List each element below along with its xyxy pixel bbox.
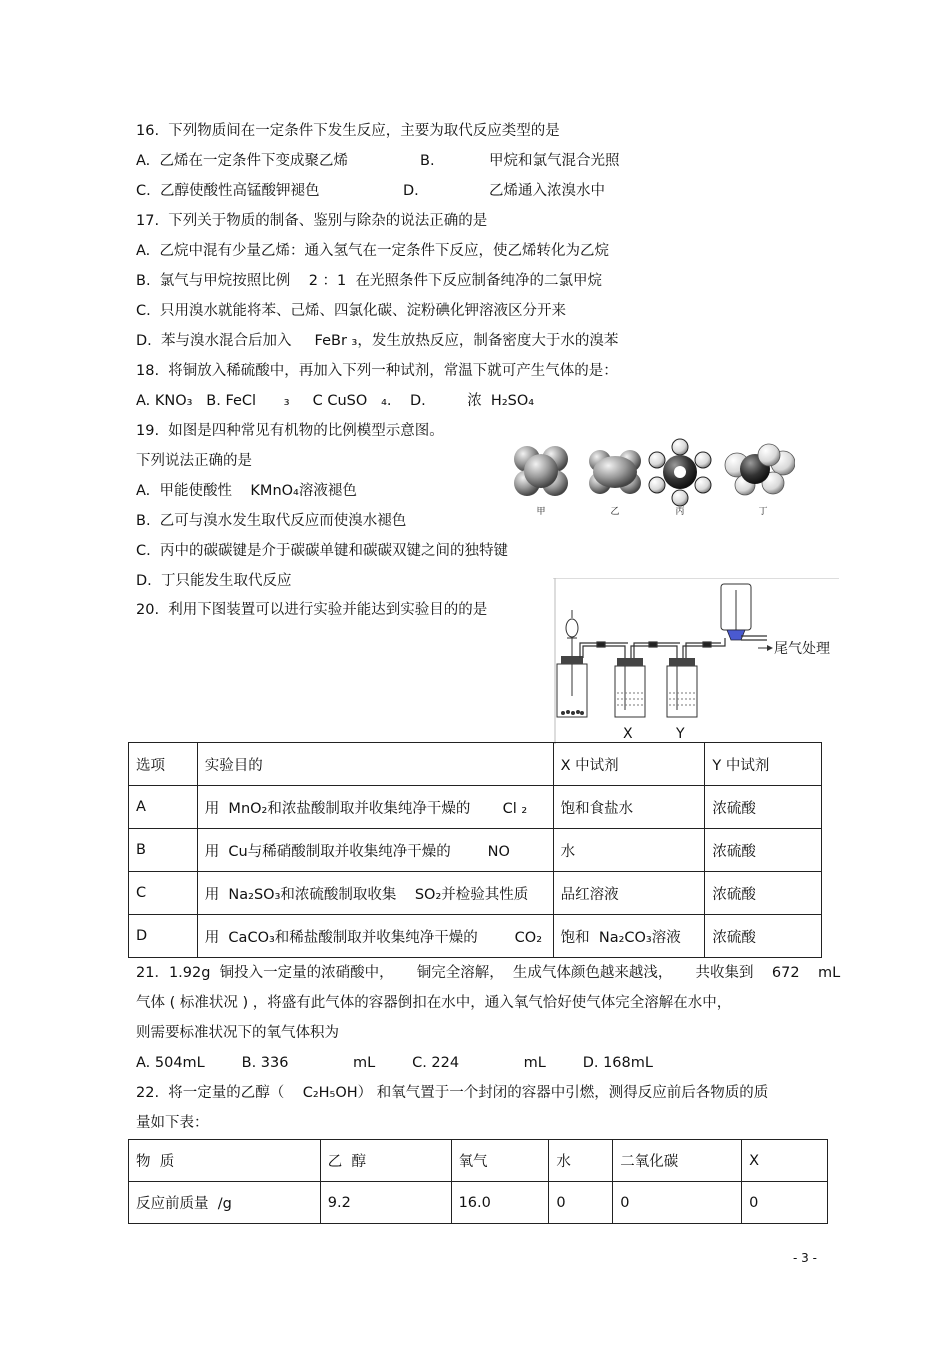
table-cell: 0: [742, 1182, 828, 1224]
q22-line1: 22. 将一定量的乙醇（ C₂H₅OH） 和氧气置于一个封闭的容器中引燃，测得反应前后各物质的质: [136, 1085, 769, 1101]
q16-option-d-label: D.: [403, 183, 419, 199]
q18-options: A. KNO₃ B. FeCl ₃ C CuSO ₄. D. 浓 H₂SO₄: [136, 393, 535, 409]
table-cell: C: [129, 872, 198, 915]
q18-stem: 18. 将铜放入稀硫酸中，再加入下列一种试剂，常温下就可产生气体的是：: [136, 363, 618, 379]
apparatus-figure: [553, 578, 843, 744]
table-header-cell: 氧气: [451, 1140, 549, 1182]
table-row: [129, 829, 822, 872]
q19-stem: 19. 如图是四种常见有机物的比例模型示意图。: [136, 423, 444, 439]
table-cell: 浓硫酸: [705, 786, 822, 829]
q16-stem: 16. 下列物质间在一定条件下发生反应，主要为取代反应类型的是: [136, 123, 560, 139]
table-row: [129, 872, 822, 915]
molecule-models-figure: [505, 435, 795, 520]
table-cell: 16.0: [451, 1182, 549, 1224]
table-cell: 饱和食盐水: [553, 786, 705, 829]
q21-line1: 21．1.92g 铜投入一定量的浓硝酸中， 铜完全溶解， 生成气体颜色越来越浅， 共收集到 672 mL: [136, 965, 841, 981]
q16-option-c: C. 乙醇使酸性高锰酸钾褪色: [136, 183, 320, 199]
table-cell: 品红溶液: [553, 872, 705, 915]
table-cell: 0: [549, 1182, 613, 1224]
table-cell: 浓硫酸: [705, 872, 822, 915]
q19-option-d: D. 丁只能发生取代反应: [136, 573, 292, 589]
table-cell: 用 Na₂SO₃和浓硫酸制取收集 SO₂并检验其性质: [197, 872, 553, 915]
q17-option-b: B. 氯气与甲烷按照比例 2 ：1 在光照条件下反应制备纯净的二氯甲烷: [136, 273, 602, 289]
q17-option-c: C. 只用溴水就能将苯、己烯、四氯化碳、淀粉碘化钾溶液区分开来: [136, 303, 566, 319]
tail-gas-label: 尾气处理: [774, 641, 830, 657]
page-number: - 3 -: [793, 1251, 817, 1265]
label-yi: 乙: [610, 507, 620, 517]
ethylene-model: [589, 450, 641, 494]
table-cell: 9.2: [320, 1182, 451, 1224]
table-header-cell: 选项: [129, 743, 198, 786]
table-header-row: [129, 1140, 828, 1182]
q19-option-b: B. 乙可与溴水发生取代反应而使溴水褪色: [136, 513, 407, 529]
q21-options: A. 504mL B. 336 mL C. 224 mL D. 168mL: [136, 1055, 653, 1071]
table-row: [129, 786, 822, 829]
table-row: [129, 915, 822, 958]
table-header-cell: 物 质: [129, 1140, 321, 1182]
table-cell: A: [129, 786, 198, 829]
q19-option-c: C. 丙中的碳碳键是介于碳碳单键和碳碳双键之间的独特键: [136, 543, 508, 559]
table-header-row: [129, 743, 822, 786]
x-label: X: [623, 726, 633, 742]
q17-stem: 17. 下列关于物质的制备、鉴别与除杂的说法正确的是: [136, 213, 488, 229]
table-cell: 浓硫酸: [705, 915, 822, 958]
table-header-cell: 二氧化碳: [613, 1140, 742, 1182]
q21-line2: 气体 ( 标准状况 ) ，将盛有此气体的容器倒扣在水中，通入氧气恰好使气体完全溶解在水中，: [136, 995, 732, 1011]
q19-subtitle: 下列说法正确的是: [136, 453, 252, 469]
label-jia: 甲: [536, 507, 546, 517]
q20-table: [128, 742, 822, 958]
y-label: Y: [676, 726, 685, 742]
table-header-cell: X: [742, 1140, 828, 1182]
q19-option-a: A. 甲能使酸性 KMnO₄溶液褪色: [136, 483, 357, 499]
table-cell: 浓硫酸: [705, 829, 822, 872]
table-cell: B: [129, 829, 198, 872]
label-bing: 丙: [675, 507, 685, 517]
q17-option-d: D. 苯与溴水混合后加入 FeBr ₃，发生放热反应，制备密度大于水的溴苯: [136, 333, 619, 349]
table-cell: 水: [553, 829, 705, 872]
table-header-cell: 水: [549, 1140, 613, 1182]
table-cell: 用 MnO₂和浓盐酸制取并收集纯净干燥的 Cl ₂: [197, 786, 553, 829]
q21-line3: 则需要标准状况下的氧气体积为: [136, 1025, 339, 1041]
table-cell: 饱和 Na₂CO₃溶液: [553, 915, 705, 958]
table-header-cell: X 中试剂: [553, 743, 705, 786]
table-cell: 反应前质量 /g: [129, 1182, 321, 1224]
q16-option-a: A. 乙烯在一定条件下变成聚乙烯: [136, 153, 348, 169]
q16-option-b-text: 甲烷和氯气混合光照: [489, 153, 620, 169]
table-header-cell: 乙 醇: [320, 1140, 451, 1182]
q22-table: [128, 1139, 828, 1224]
q16-option-d-text: 乙烯通入浓溴水中: [489, 183, 605, 199]
q17-option-a: A. 乙烷中混有少量乙烯：通入氢气在一定条件下反应，使乙烯转化为乙烷: [136, 243, 609, 259]
table-header-cell: 实验目的: [197, 743, 553, 786]
table-cell: 0: [613, 1182, 742, 1224]
table-row: [129, 1182, 828, 1224]
table-cell: 用 CaCO₃和稀盐酸制取并收集纯净干燥的 CO₂: [197, 915, 553, 958]
table-header-cell: Y 中试剂: [705, 743, 822, 786]
table-cell: D: [129, 915, 198, 958]
table-cell: 用 Cu与稀硝酸制取并收集纯净干燥的 NO: [197, 829, 553, 872]
label-ding: 丁: [758, 507, 768, 517]
q16-option-b-label: B.: [420, 153, 435, 169]
q20-stem: 20. 利用下图装置可以进行实验并能达到实验目的的是: [136, 602, 488, 618]
q22-line2: 量如下表：: [136, 1115, 209, 1131]
